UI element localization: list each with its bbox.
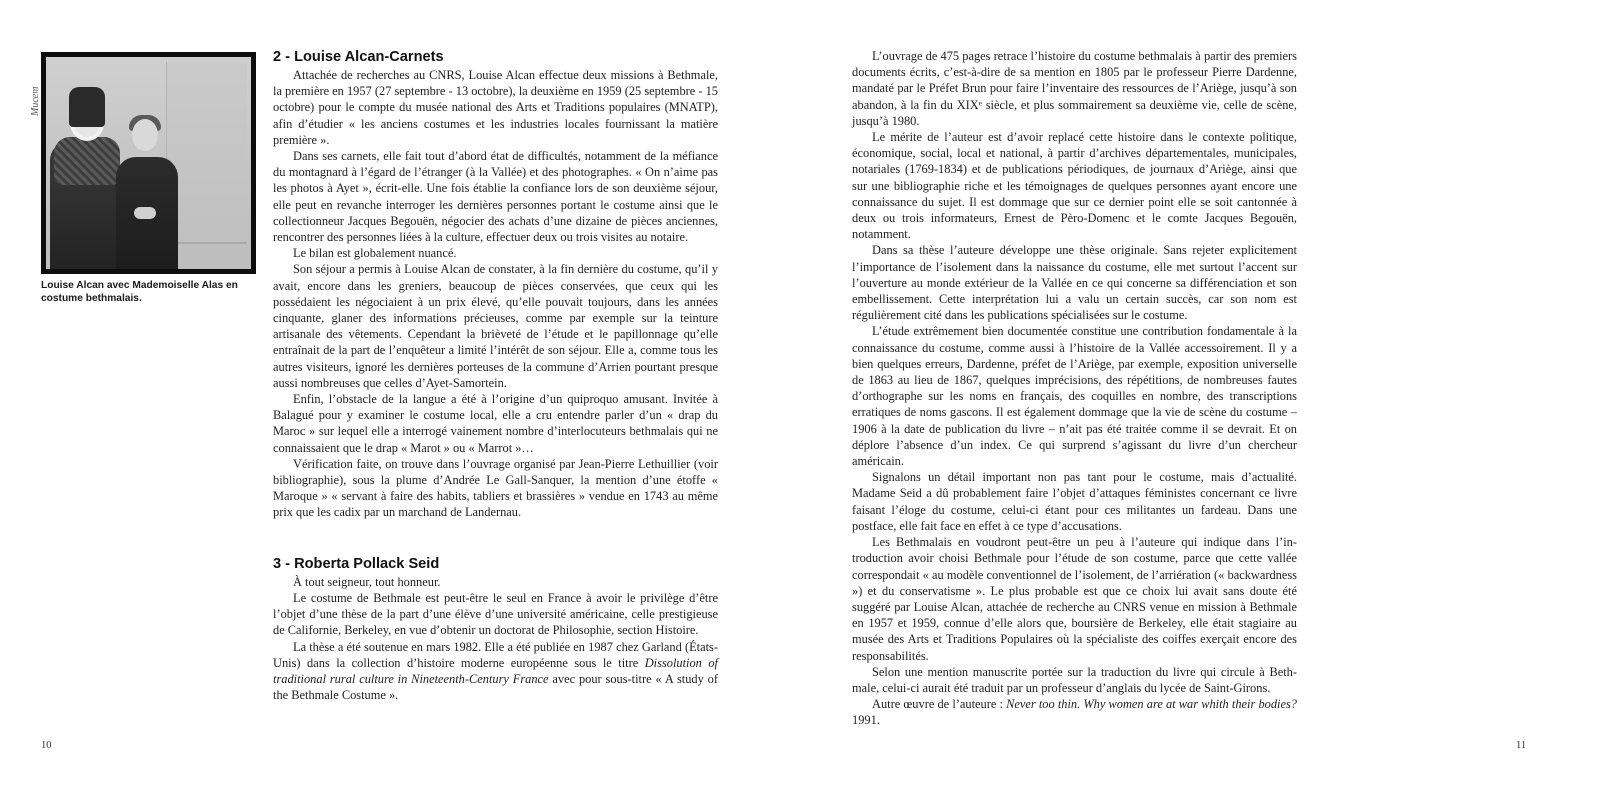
paragraph: Enfin, l’obstacle de la langue a été à l’origine d’un quiproquo amusant. Invitée à Balagué pour y examiner le costume local, elle a cru entendre parler d’un « drap du Maroc » sur lequel elle a interrogé vainement nombre d’interlocuteurs bethmalais qui ne connaissaient que le drap « Marot » ou « Marrot »… xyxy=(273,392,718,455)
paragraph: À tout seigneur, tout honneur. xyxy=(293,574,441,589)
text-run: avec pour sous-titre « A study of the Bethmale Costume ». xyxy=(273,671,718,703)
paragraph: L’ouvrage de 475 pages retrace l’histoire du costume bethmalais à partir des premiers documents écrits, c’est-à-dire de sa mention en 1805 par le professeur Pierre Dardenne, mandaté par le Préfet Brun pour faire l’inventaire des ressources de l’Ariège, jusqu’à son abandon, à la fin du XIXᵉ siècle, et plus sommairement sa deuxième vie, celle de scène, jusqu’à 1980. xyxy=(852,49,1297,128)
paragraph: Le costume de Bethmale est peut-être le seul en France à avoir le privilège d’être l’objet d’une thèse de la part d’une élève d’une université américaine, celle prestigieuse de Californie, Berkeley, en vue d’obtenir un doctorat de Philosophie, section Histoire. xyxy=(273,590,718,638)
paragraph: Son séjour a permis à Louise Alcan de constater, à la fin dernière du costume, qu’il y avait, encore dans les greniers, beaucoup de pièces conservées, que ceux qui les possédaient les négociaient à un prix élevé, qu’elle pouvait toujours, dans les années cinquante, glaner des informations précieuses, comme par exemple sur la teinture artisanale des vêtements. Cependant la brièveté de l’étude et le papillonnage qu’elle entraînait de la part de l’enquêteur a limité l’intérêt de son séjour. Elle a, comme tous les autres visiteurs, ignoré les dernières porteuses de la commune d’Arrien pourtant presque aussi nombreuses que celles d’Ayet-Samortein. xyxy=(273,262,718,390)
photo-figure-hands xyxy=(134,207,156,219)
text-run: 1991. xyxy=(852,713,880,728)
photo-credit: Mucem xyxy=(30,86,41,116)
paragraph xyxy=(273,639,718,704)
paragraph: L’étude extrêmement bien documentée constitue une contribution fondamentale à la connaissance du costume, comme aussi à l’histoire de la Vallée accessoirement. Il y a bien quelques erreurs, Dardenne, préfet de l’Ariège, par exemple, exposition universelle de 1863 au lieu de 1867, quelques imprécisions, des répétitions, de nombreuses fautes d’orthographe sur les noms en français, des coquilles en nombre, des transcriptions erratiques de noms gascons. Il est également dommage que la vie de scène du costume – 1906 à la date de publication du livre – n’ait pas été traitée comme il se devrait. Et on déplore l’absence d’un index. Ce qui surprend s’agissant du livre d’un chercheur américain. xyxy=(852,324,1297,469)
left-text-column xyxy=(273,48,718,703)
text-run: La thèse a été soutenue en mars 1982. Elle a été publiée en 1987 chez Garland (États-Unis) dans la collection d’histoire moderne européenne sous le titre xyxy=(273,639,718,670)
paragraph: Selon une mention manuscrite portée sur la traduction du livre qui circule à Bethmale, celui-ci aurait été traduit par un professeur d’anglais du lycée de Saint-Girons. xyxy=(852,664,1297,695)
page-number: 11 xyxy=(1516,740,1527,751)
book-title: Never too thin. Why women are at war whith their bodies? xyxy=(1006,697,1297,712)
page-number: 10 xyxy=(41,740,52,751)
paragraph: Le mérite de l’auteur est d’avoir replacé cette histoire dans le contexte politique, économique, social, local et national, à partir d’archives départementales, municipales, notariales (1769-1834) et de publications périodiques, de journaux d’Ariège, ainsi que sur une bibliographie riche et les témoignages de quelques personnes ayant encore une connaissance du sujet. Il est dommage que sur ce dernier point elle se soit cantonnée à deux ou trois informateurs, Ernest de Pèro-Domenc et le comte Jacques Begouën, notamment. xyxy=(852,130,1297,242)
section-heading: 3 - Roberta Pollack Seid xyxy=(273,555,440,572)
photo-figure-face-2 xyxy=(132,119,158,151)
paragraph: Vérification faite, on trouve dans l’ouvrage organisé par Jean-Pierre Lethuillier (voir bibliographie), sous la plume d’Andrée Le Gall-Sanquer, la mention d’une étoffe « Maroque » « servant à faire des habits, tabliers et brassières » vendue en 1743 au même prix que les cadix par un marchand de Landernau. xyxy=(273,456,718,520)
photo-wall-panel xyxy=(166,62,247,244)
paragraph: Attachée de recherches au CNRS, Louise Alcan effectue deux missions à Bethmale, la première en 1957 (27 septembre - 13 octobre), la deuxième en 1959 (25 septembre - 15 octobre) pour le compte du musée national des Arts et Traditions populaires (MNATP), afin d’étudier « les anciens costumes et les industries locales fournissant la matière première ». xyxy=(273,68,718,147)
right-text-column xyxy=(852,48,1297,729)
paragraph: Dans sa thèse l’auteure développe une thèse originale. Sans rejeter explicitement l’importance de l’isolement dans la naissance du costume, elle met surtout l’accent sur l’ouverture au monde extérieur de la Vallée en ce qui concerne sa différenciation et son embellissement. Cette interprétation lui a valu un certain succès, car son nom est régulièrement cité dans les publications spécialisées sur le costume. xyxy=(852,243,1297,323)
text-run: Autre œuvre de l’auteure : xyxy=(872,697,1007,712)
paragraph: Le bilan est globalement nuancé. xyxy=(293,246,457,261)
photo-caption: Louise Alcan avec Mademoiselle Alas en costume bethmalais. xyxy=(41,280,238,304)
photo-figure-headdress xyxy=(69,87,105,127)
paragraph: Les Bethmalais en voudront peut-être un peu à l’auteure qui indique dans l’introduction avoir choisi Bethmale pour l’étude de son costume, parce que cette vallée correspondait « au modèle conventionnel de l’isolement, de l’arriération (« backwardness ») et du conservatisme ». Le plus probable est que ce choix lui avait sans doute été suggéré par Louise Alcan, attachée de recherche au CNRS venue en mission à Bethmale en 1957 et 1959, connue d’elle alors que, boursière de Berkeley, elle était stagiaire au musée des Arts et Traditions Populaires où la spécialiste des coiffes exerçait encore des responsabilités. xyxy=(852,535,1297,663)
photo-image xyxy=(46,57,251,269)
photograph xyxy=(41,52,256,274)
section-spacer xyxy=(273,521,718,555)
section-heading: 2 - Louise Alcan-Carnets xyxy=(273,49,444,65)
book-title: Dissolution of traditional rural culture in Nineteenth-Century France xyxy=(273,655,718,686)
paragraph: Dans ses carnets, elle fait tout d’abord état de difficultés, notamment de la méfiance du montagnard à l’égard de l’étranger (à la Vallée) et des photographes. « On n’aime pas les photos à Ayet », écrit-elle. Une fois établie la confiance lors de son deuxième séjour, elle peut en revanche interroger les dernières personnes portant le costume ainsi que le collectionneur Jacques Begouën, négocier des achats d’une dizaine de pièces anciennes, rencontrer des personnes liées à la culture, effectuer deux ou trois visites au notaire. xyxy=(273,149,718,245)
paragraph xyxy=(852,696,1297,728)
paragraph: Signalons un détail important non pas tant pour le costume, mais d’actualité. Madame Seid a dû probablement faire l’objet d’attaques féministes concernant ce livre faisant l’éloge du costume, celui-ci étant pour ces militantes un fardeau. Dans une postface, elle fait face en effet à ce type d’accusations. xyxy=(852,470,1297,533)
photo-figure-shawl xyxy=(54,137,120,185)
